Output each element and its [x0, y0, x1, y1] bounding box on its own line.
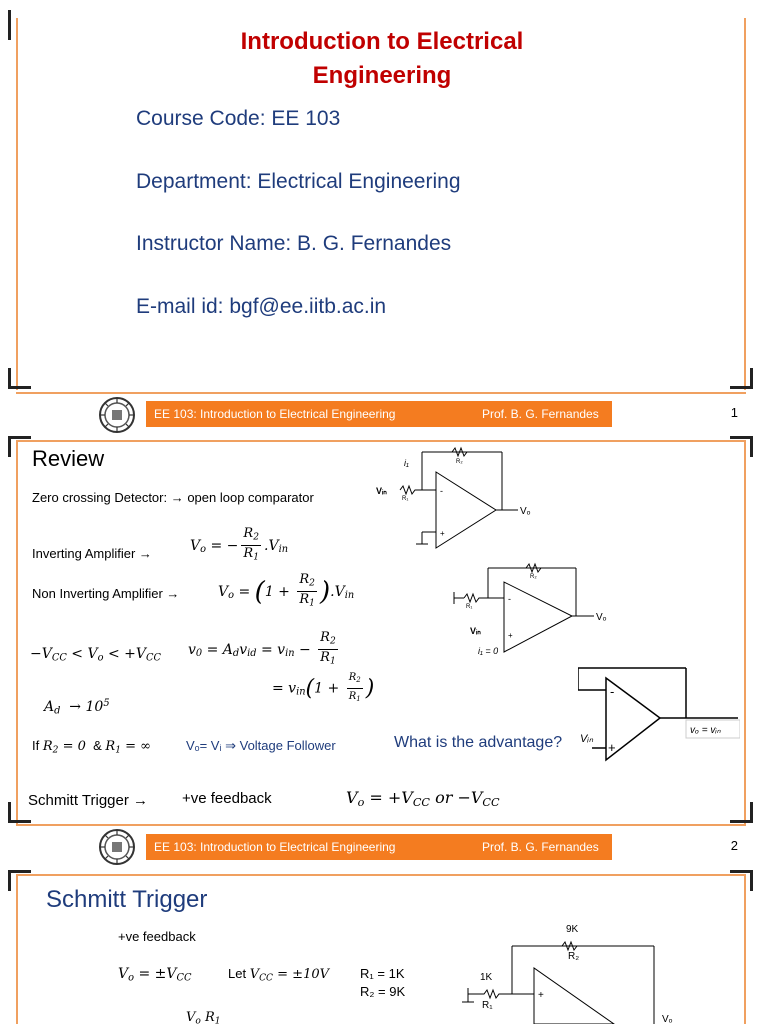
partial-equation: $V_o$ $R_1$ — [186, 1010, 221, 1026]
department: Department: Electrical Engineering — [136, 170, 461, 193]
footer-professor: Prof. B. G. Fernandes — [482, 407, 599, 421]
schmitt-trigger-circuit — [454, 922, 684, 1024]
slide-frame-left — [16, 874, 18, 1024]
voltage-follower-circuit — [578, 666, 740, 766]
r1-value: R₁ = 1K — [360, 966, 405, 981]
slide-2 — [0, 430, 768, 864]
page-number: 1 — [730, 405, 738, 420]
slide-frame-right — [744, 440, 746, 824]
let-vcc-equation: Let $V_{CC} = \pm 10V$ — [228, 966, 329, 984]
r2-value: R₂ = 9K — [360, 984, 406, 999]
iitb-logo-icon — [98, 828, 136, 866]
plus-label: + — [608, 740, 616, 755]
ad-symbol: A — [44, 698, 55, 715]
zero-crossing-text: Zero crossing Detector: → open loop comparator — [32, 490, 314, 505]
schmitt-trigger-line: Schmitt Trigger → — [28, 792, 149, 809]
minus-label: - — [610, 684, 615, 699]
footer-bar — [146, 834, 612, 860]
corner-bracket-tr — [730, 870, 753, 891]
let-label: Let — [228, 966, 247, 981]
output-range-equation: $-V_{CC} < V_o < +V_{CC}$ — [30, 646, 161, 664]
non-inverting-amplifier-label: Non Inverting Amplifier → — [32, 586, 180, 601]
r1-label: R₁ — [402, 496, 409, 502]
r2-label: R₂ — [456, 459, 463, 465]
vin-label: Vᵢₙ — [376, 486, 387, 496]
slide-frame-left — [16, 18, 18, 390]
non-inverting-amplifier-circuit — [444, 560, 614, 660]
slide-heading: Review — [32, 446, 105, 471]
footer-course: EE 103: Introduction to Electrical Engineering — [154, 840, 396, 854]
r1-label: R₁ — [482, 1000, 493, 1011]
one-k-label: 1K — [480, 972, 493, 983]
vo-label: Vₒ — [596, 612, 607, 623]
slide-frame-top — [16, 440, 746, 442]
plus-label: + — [440, 529, 445, 538]
instructor-name: Instructor Name: B. G. Fernandes — [136, 232, 452, 255]
corner-bracket-br — [730, 802, 753, 823]
minus-label: - — [508, 594, 511, 604]
plus-label: + — [538, 990, 544, 1001]
non-inverting-amplifier-equation: $V_o = (1$ + $\frac{R_2}{R_1}$ )$.V_{in}$ — [218, 572, 355, 609]
ad-gain-equation: $A_d \to 10^5$ — [44, 698, 110, 717]
minus-label: - — [440, 486, 443, 496]
corner-bracket-tl — [8, 870, 31, 891]
corner-bracket-tr — [750, 10, 768, 40]
inverting-amplifier-circuit — [372, 444, 542, 554]
slide-frame-top — [16, 874, 746, 876]
vo-label: Vₒ — [662, 1014, 673, 1024]
i1-zero-label: i₁ = 0 — [478, 646, 499, 656]
corner-bracket-tl — [8, 436, 31, 457]
page-number: 2 — [730, 838, 738, 853]
corner-bracket-tr — [730, 436, 753, 457]
slide-3 — [0, 864, 768, 1024]
r1-label: R₁ — [466, 604, 473, 610]
slide-1 — [0, 0, 768, 430]
slide-frame-bottom — [16, 824, 746, 826]
positive-feedback-text: +ve feedback — [182, 790, 272, 807]
slide-frame-right — [744, 18, 746, 390]
inverting-amplifier-equation: $V_o$ = − $\frac{R_2}{R_1}$ $.V_{in}$ — [190, 526, 289, 563]
r2-label: R₂ — [568, 951, 580, 962]
positive-feedback-text: +ve feedback — [118, 929, 196, 944]
email-id: E-mail id: bgf@ee.iitb.ac.in — [136, 295, 387, 318]
plus-label: + — [508, 631, 513, 640]
footer-course: EE 103: Introduction to Electrical Engineering — [154, 407, 396, 421]
footer-bar — [146, 401, 612, 427]
differential-gain-equation: $v_0 = A_dv_{id} = v_{in}$ − $\frac{R_2}{R_1}$ — [188, 630, 336, 667]
advantage-question: What is the advantage? — [394, 734, 563, 751]
vin-label: Vᵢₙ — [580, 733, 594, 745]
if-condition-line: If $R_2 = 0$ & $R_1$ = ∞ — [32, 738, 151, 756]
voltage-follower-text: Vₒ= Vᵢ ⇒ Voltage Follower — [186, 738, 336, 753]
slide-frame-bottom — [16, 392, 746, 394]
vo-equals-vin-label: vₒ = vᵢₙ — [690, 725, 721, 736]
footer-professor: Prof. B. G. Fernandes — [482, 840, 599, 854]
slide-frame-right — [744, 874, 746, 1024]
inverting-amplifier-label: Inverting Amplifier → — [32, 546, 152, 561]
i1-label: i₁ — [404, 458, 409, 468]
r2-label: R₂ — [530, 574, 537, 580]
if-label: If — [32, 738, 40, 753]
slide-title-line2: Engineering — [312, 62, 452, 89]
course-code: Course Code: EE 103 — [136, 107, 341, 130]
schmitt-output-equation: $V_o = +V_{CC}$ or $-V_{CC}$ — [346, 788, 500, 809]
slide-frame-left — [16, 440, 18, 824]
corner-bracket-br — [730, 368, 753, 389]
vo-label: Vₒ — [520, 506, 531, 517]
slide-heading: Schmitt Trigger — [46, 886, 208, 913]
differential-gain-equation-line2: = $v_{in}(1$ + $\frac{R_2}{R_1}$ ) — [272, 672, 375, 703]
iitb-logo-icon — [98, 396, 136, 434]
corner-bracket-bl — [8, 368, 31, 389]
corner-bracket-tl — [8, 10, 31, 40]
nine-k-label: 9K — [566, 924, 579, 935]
vin-label: Vᵢₙ — [470, 626, 481, 636]
slide-title-line1: Introduction to Electrical — [240, 28, 524, 55]
schmitt-vo-equation: $V_o = \pm V_{CC}$ — [118, 966, 192, 984]
